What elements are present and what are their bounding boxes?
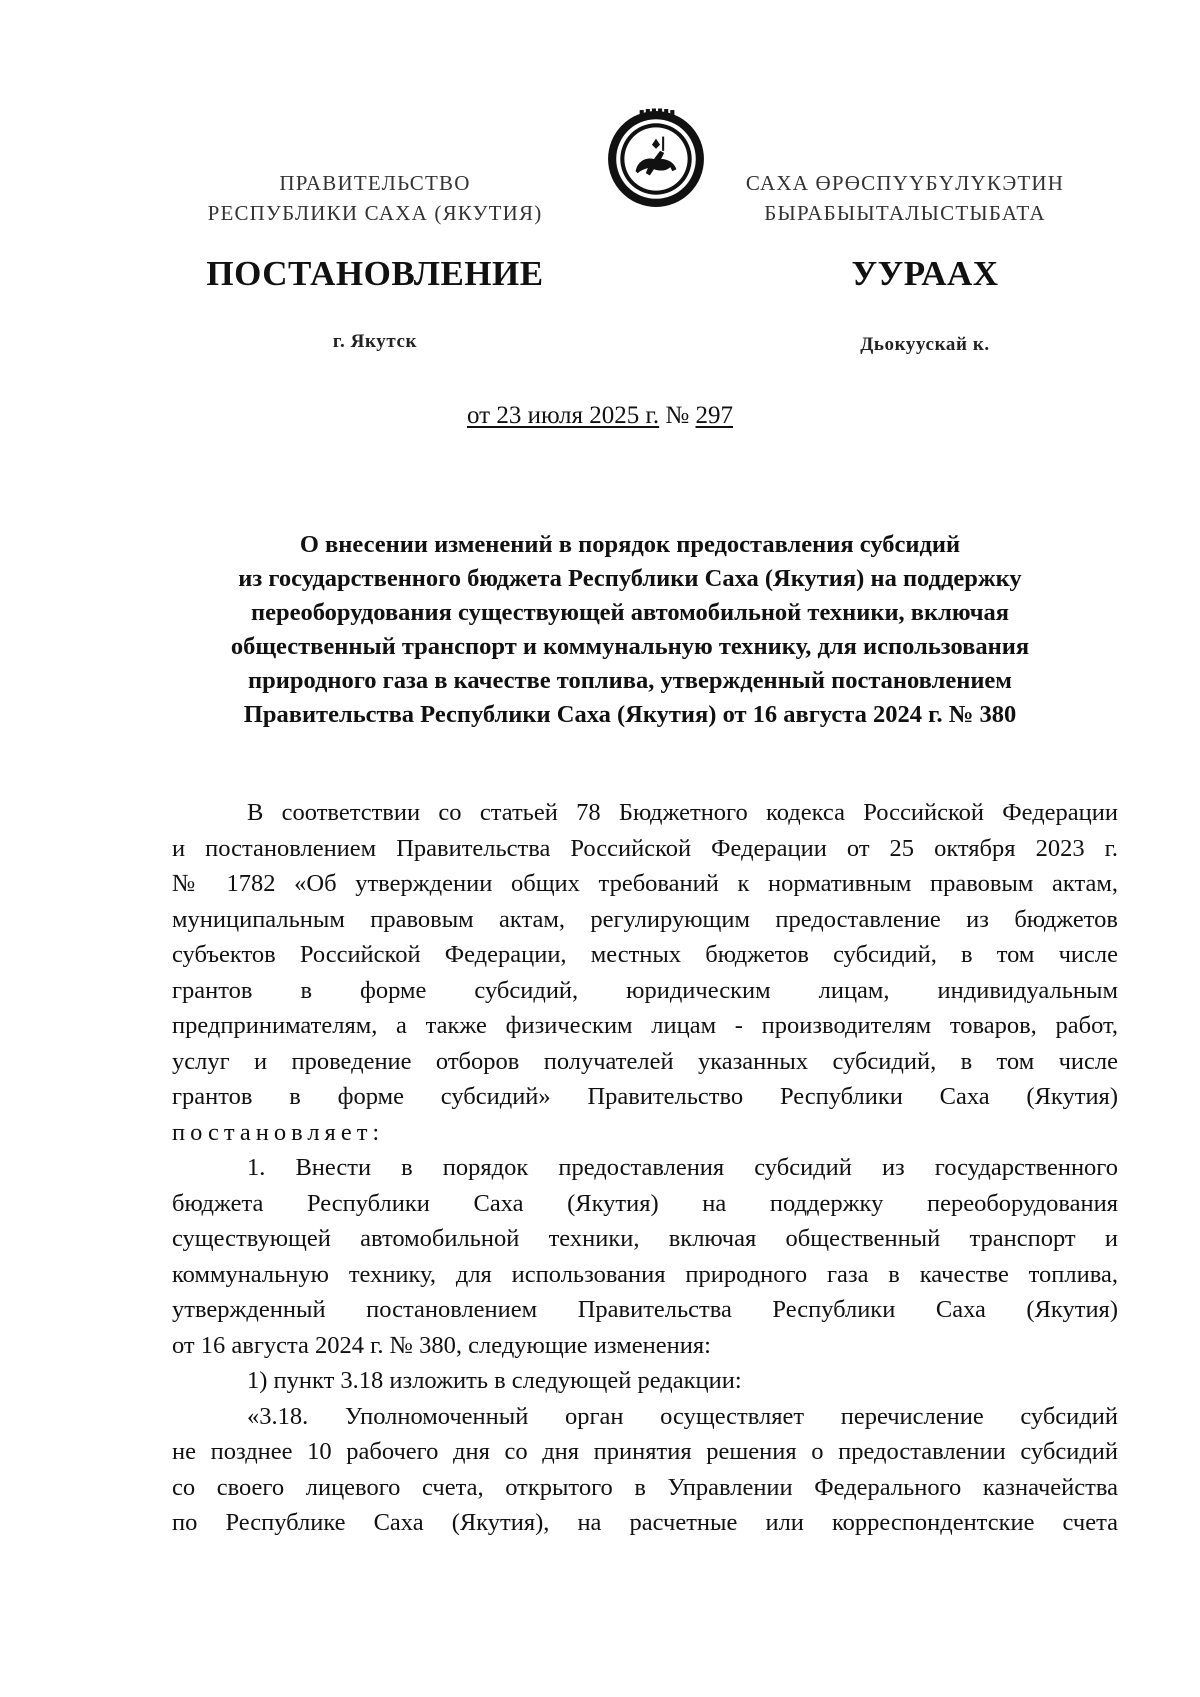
document-number: 297 [695, 402, 734, 429]
title-line: из государственного бюджета Республики Саха (Якутия) на поддержку [238, 565, 1022, 592]
body-line: по Республике Саха (Якутия), на расчетные или корреспондентские счета [172, 1509, 1118, 1536]
document-kind-russian: ПОСТАНОВЛЕНИЕ [206, 254, 544, 293]
body-line: утвержденный постановлением Правительства Республики Саха (Якутия) [172, 1296, 1118, 1323]
document-title [150, 528, 1110, 732]
body-line: грантов в форме субсидий» Правительство Республики Саха (Якутия) [172, 1083, 1118, 1110]
title-line: О внесении изменений в порядок предоставления субсидий [299, 531, 961, 558]
body-line: и постановлением Правительства Российской Федерации от 25 октября 2023 г. [172, 834, 1118, 862]
body-line: муниципальным правовым актам, регулирующим предоставление из бюджетов [172, 905, 1118, 933]
body-line: постановляет: [172, 1118, 385, 1146]
title-line: переоборудования существующей автомобильной техники, включая [250, 599, 1010, 626]
body-line: бюджета Республики Саха (Якутия) на поддержку переоборудования [172, 1189, 1118, 1217]
header-right-line: САХА ӨРӨСПҮҮБҮЛҮКЭТИН [745, 171, 1065, 195]
body-line: 1. Внести в порядок предоставления субсидий из государственного [247, 1154, 1118, 1181]
title-line: природного газа в качестве топлива, утвержденный постановлением [248, 667, 1012, 694]
document-kind-yakut: УУРААХ [851, 254, 999, 293]
document-date: от 23 июля 2025 г. [466, 402, 660, 429]
body-line: 1) пункт 3.18 изложить в следующей редакции: [247, 1367, 742, 1394]
city-yakut: Дьокуускай к. [860, 334, 990, 355]
body-line: не позднее 10 рабочего дня со дня принятия решения о предоставлении субсидий [172, 1438, 1118, 1465]
document-date-number [0, 402, 1200, 430]
title-line: Правительства Республики Саха (Якутия) от 16 августа 2024 г. № 380 [243, 701, 1017, 728]
body-line: коммунальную технику, для использования природного газа в качестве топлива, [172, 1260, 1118, 1288]
header-left-russian [170, 168, 580, 228]
header-right-line: БЫРАБЫЫТАЛЫСТЫБАТА [764, 201, 1046, 225]
body-line: грантов в форме субсидий, юридическим лицам, индивидуальным [172, 976, 1118, 1004]
body-line: «3.18. Уполномоченный орган осуществляет перечисление субсидий [247, 1402, 1118, 1430]
body-line: услуг и проведение отборов получателей указанных субсидий, в том числе [172, 1047, 1118, 1075]
coat-of-arms-emblem [605, 108, 707, 210]
body-line: существующей автомобильной техники, включая общественный транспорт и [172, 1225, 1118, 1252]
header-left-line: ПРАВИТЕЛЬСТВО [279, 171, 471, 195]
body-line: от 16 августа 2024 г. № 380, следующие изменения: [172, 1331, 711, 1359]
number-sign: № [665, 402, 690, 429]
body-line: субъектов Российской Федерации, местных бюджетов субсидий, в том числе [172, 941, 1118, 968]
city-russian: г. Якутск [332, 331, 418, 352]
header-left-line: РЕСПУБЛИКИ САХА (ЯКУТИЯ) [207, 201, 543, 225]
title-line: общественный транспорт и коммунальную технику, для использования [230, 633, 1030, 660]
document-body [172, 795, 1118, 1541]
body-line: № 1782 «Об утверждении общих требований к нормативным правовым актам, [172, 870, 1118, 897]
header-right-yakut [700, 168, 1110, 228]
body-line: В соответствии со статьей 78 Бюджетного кодекса Российской Федерации [247, 799, 1118, 826]
body-line: предпринимателям, а также физическим лицам - производителям товаров, работ, [172, 1012, 1118, 1039]
body-line: со своего лицевого счета, открытого в Управлении Федерального казначейства [172, 1473, 1118, 1501]
